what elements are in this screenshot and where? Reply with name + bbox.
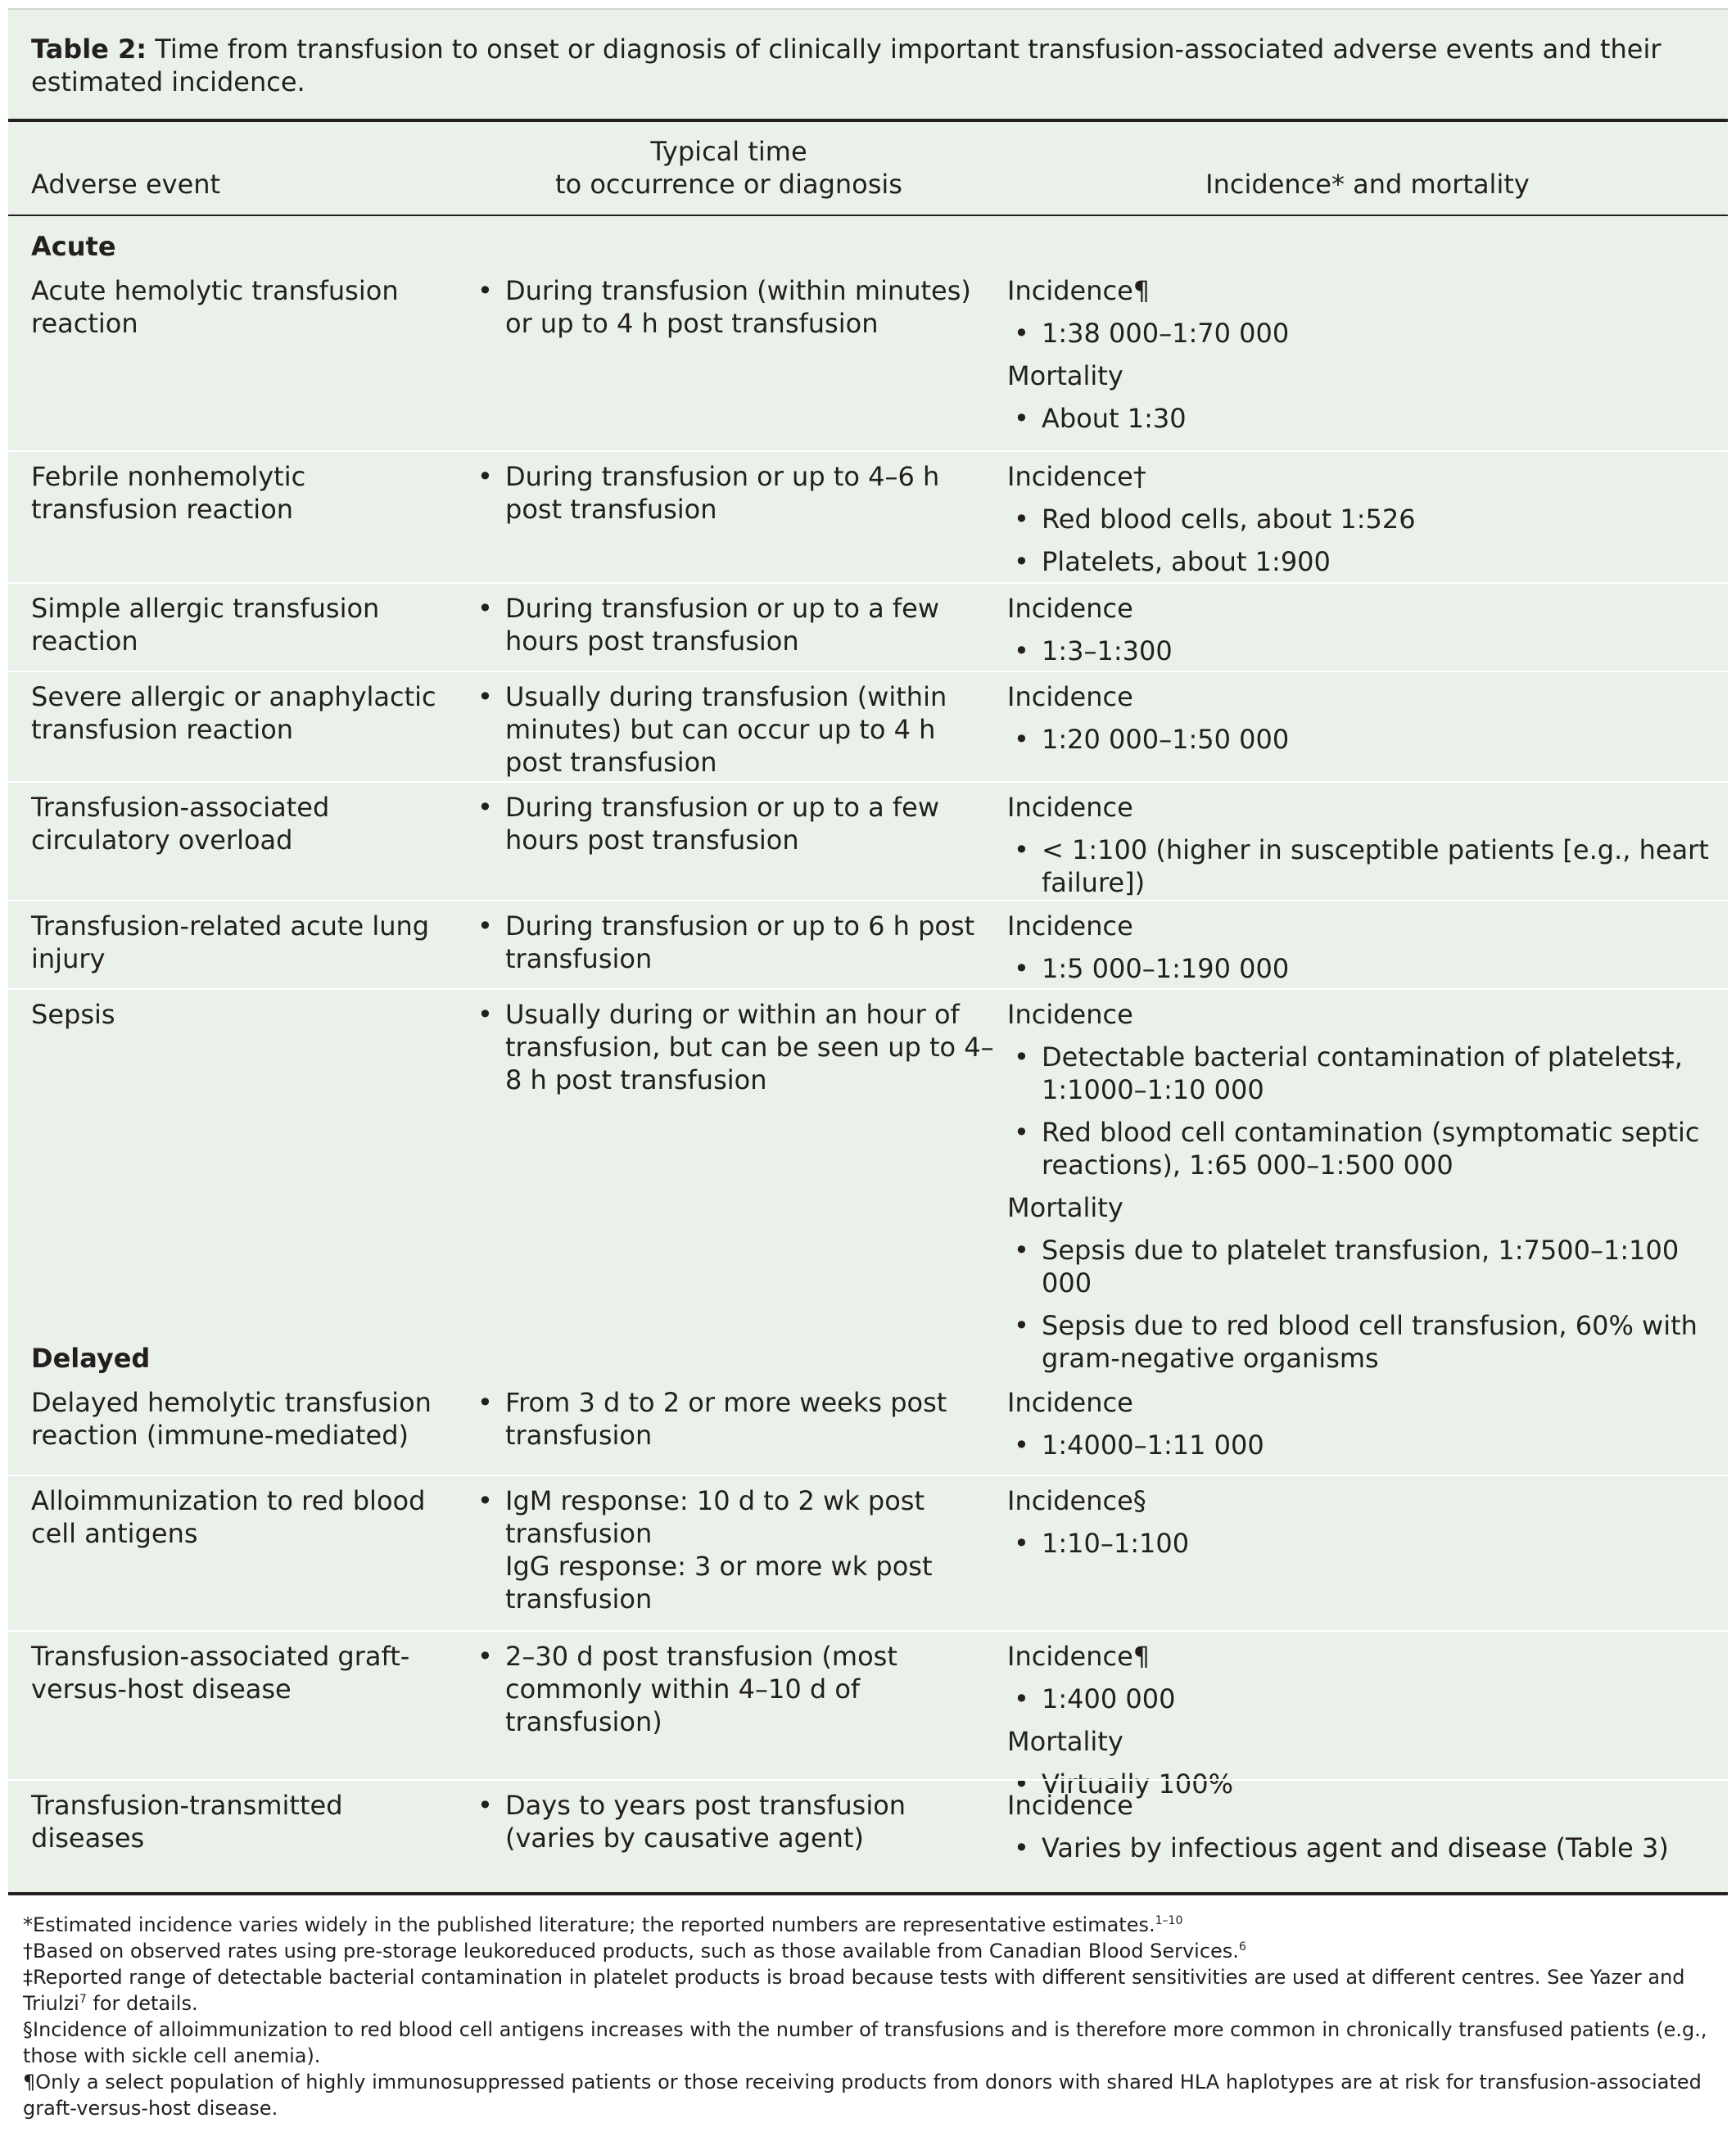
incidence-label: Incidence — [1007, 1387, 1133, 1418]
incidence-item: • 1:5 000–1:190 000 — [1007, 952, 1711, 985]
incidence-item: • Platelets, about 1:900 — [1007, 545, 1711, 578]
table-caption — [8, 8, 1728, 119]
table-row — [8, 450, 1728, 577]
incidence-cell — [1007, 460, 1711, 588]
incidence-cell — [1007, 592, 1711, 677]
time-item: • IgM response: 10 d to 2 wk post transfusion — [471, 1484, 995, 1550]
adverse-event-cell: Simple allergic transfusion reaction — [31, 593, 380, 657]
time-item: • From 3 d to 2 or more weeks post transfusion — [471, 1386, 995, 1452]
time-item: • Usually during or within an hour of transfusion, but can be seen up to 4–8 h post transfusion — [471, 998, 995, 1096]
adverse-event-cell: Transfusion-associated circulatory overload — [31, 792, 330, 856]
time-item: • Days to years post transfusion (varies by causative agent) — [471, 1789, 995, 1854]
typical-time-cell — [471, 910, 995, 975]
time-item: • Usually during transfusion (within minutes) but can occur up to 4 h post transfusion — [471, 680, 995, 779]
typical-time-cell — [471, 274, 995, 340]
footnote: ‡Reported range of detectable bacterial contamination in platelet products is broad because tests with different sensitivities are used at different centres. See Yazer and Triulzi$^7$ for details. — [23, 1966, 1685, 2015]
header-incidence: Incidence* and mortality — [1205, 169, 1530, 200]
time-item: IgG response: 3 or more wk post transfusion — [505, 1551, 933, 1615]
incidence-item: • Red blood cells, about 1:526 — [1007, 503, 1711, 535]
table-row — [8, 900, 1728, 984]
incidence-cell — [1007, 1386, 1711, 1471]
incidence-item: • Sepsis due to platelet transfusion, 1:7500–1:100 000 — [1007, 1234, 1711, 1299]
typical-time-cell — [471, 460, 995, 526]
header-typical-time: Typical time to occurrence or diagnosis — [555, 136, 902, 200]
incidence-item: • Red blood cell contamination (symptomatic septic reactions), 1:65 000–1:500 000 — [1007, 1116, 1711, 1181]
adverse-event-cell: Sepsis — [31, 999, 115, 1030]
typical-time-cell — [471, 998, 995, 1096]
typical-time-cell — [471, 680, 995, 779]
typical-time-cell — [471, 1640, 995, 1738]
footnote: §Incidence of alloimmunization to red blood cell antigens increases with the number of transfusions and is therefore more common in chronically transfused patients (e.g., those with sickle cell anemia). — [23, 2018, 1707, 2067]
incidence-item: • 1:4000–1:11 000 — [1007, 1429, 1711, 1461]
table-header — [8, 122, 1728, 216]
incidence-cell — [1007, 1640, 1711, 1810]
mortality-label: Mortality — [1007, 1192, 1123, 1223]
typical-time-cell — [471, 1484, 995, 1615]
adverse-event-cell: Transfusion-related acute lung injury — [31, 910, 430, 974]
incidence-item: • 1:38 000–1:70 000 — [1007, 317, 1711, 350]
time-item: • During transfusion (within minutes) or up to 4 h post transfusion — [471, 274, 995, 340]
table-row — [8, 671, 1728, 778]
adverse-event-cell: Febrile nonhemolytic transfusion reaction — [31, 461, 306, 525]
incidence-label: Incidence — [1007, 999, 1133, 1030]
footnotes — [23, 1912, 1718, 2121]
adverse-event-cell: Transfusion-transmitted diseases — [31, 1790, 343, 1854]
incidence-cell — [1007, 998, 1711, 1384]
incidence-cell — [1007, 1484, 1711, 1570]
time-item: • During transfusion or up to 4–6 h post transfusion — [471, 460, 995, 526]
incidence-item: • About 1:30 — [1007, 402, 1711, 435]
table-row — [8, 781, 1728, 898]
time-item: • During transfusion or up to a few hours post transfusion — [471, 592, 995, 657]
caption-text: Time from transfusion to onset or diagnosis of clinically important transfusion-associated adverse events and their estimated incidence. — [31, 34, 1661, 97]
incidence-label: Incidence — [1007, 681, 1133, 712]
incidence-label: Incidence¶ — [1007, 275, 1151, 306]
footnote: ¶Only a select population of highly immunosuppressed patients or those receiving products from donors with shared HLA haplotypes are at risk for transfusion-associated graft-versus-host disease. — [23, 2071, 1702, 2120]
table-row — [8, 1475, 1728, 1615]
incidence-label: Incidence — [1007, 910, 1133, 942]
incidence-item: • 1:400 000 — [1007, 1683, 1711, 1715]
typical-time-cell — [471, 791, 995, 856]
incidence-item: • 1:20 000–1:50 000 — [1007, 723, 1711, 756]
typical-time-cell — [471, 1789, 995, 1854]
incidence-item: • Sepsis due to red blood cell transfusion, 60% with gram-negative organisms — [1007, 1309, 1711, 1375]
table-row — [8, 1630, 1728, 1800]
time-item: • During transfusion or up to a few hours post transfusion — [471, 791, 995, 856]
section-delayed: Delayed — [31, 1343, 151, 1374]
incidence-label: Incidence¶ — [1007, 1641, 1151, 1672]
incidence-item: • Virtually 100% — [1007, 1768, 1711, 1800]
incidence-cell — [1007, 274, 1711, 445]
adverse-event-cell: Delayed hemolytic transfusion reaction (immune-mediated) — [31, 1387, 432, 1451]
adverse-event-cell: Alloimmunization to red blood cell antigens — [31, 1485, 426, 1549]
adverse-events-table — [8, 119, 1728, 1895]
incidence-label: Incidence — [1007, 593, 1133, 624]
adverse-event-cell: Acute hemolytic transfusion reaction — [31, 275, 399, 339]
incidence-label: Incidence — [1007, 792, 1133, 823]
incidence-label: Incidence† — [1007, 461, 1146, 492]
incidence-cell — [1007, 1789, 1711, 1874]
footnote: †Based on observed rates using pre-storage leukoreduced products, such as those available from Canadian Blood Services.$^6$ — [23, 1940, 1246, 1963]
incidence-cell — [1007, 910, 1711, 995]
time-item: • 2–30 d post transfusion (most commonly within 4–10 d of transfusion) — [471, 1640, 995, 1738]
header-adverse-event: Adverse event — [31, 169, 221, 200]
mortality-label: Mortality — [1007, 1726, 1123, 1757]
mortality-label: Mortality — [1007, 360, 1123, 391]
incidence-label: Incidence — [1007, 1790, 1133, 1821]
table-row — [8, 582, 1728, 666]
incidence-label: Incidence§ — [1007, 1485, 1146, 1516]
incidence-item: • 1:10–1:100 — [1007, 1527, 1711, 1560]
footnote: *Estimated incidence varies widely in the published literature; the reported numbers are representative estimates.$^{1-10}$ — [23, 1913, 1183, 1936]
incidence-item: • < 1:100 (higher in susceptible patients [e.g., heart failure]) — [1007, 833, 1711, 899]
incidence-item: • 1:3–1:300 — [1007, 635, 1711, 667]
adverse-event-cell: Transfusion-associated graft-versus-host disease — [31, 1641, 410, 1705]
table-label: Table 2: — [31, 34, 147, 65]
incidence-cell — [1007, 791, 1711, 909]
incidence-item: • Varies by infectious agent and disease (Table 3) — [1007, 1832, 1711, 1864]
incidence-item: • Detectable bacterial contamination of platelets‡, 1:1000–1:10 000 — [1007, 1041, 1711, 1106]
typical-time-cell — [471, 1386, 995, 1452]
time-item: • During transfusion or up to 6 h post transfusion — [471, 910, 995, 975]
adverse-event-cell: Severe allergic or anaphylactic transfusion reaction — [31, 681, 436, 745]
typical-time-cell — [471, 592, 995, 657]
incidence-cell — [1007, 680, 1711, 766]
section-acute: Acute — [31, 231, 116, 262]
